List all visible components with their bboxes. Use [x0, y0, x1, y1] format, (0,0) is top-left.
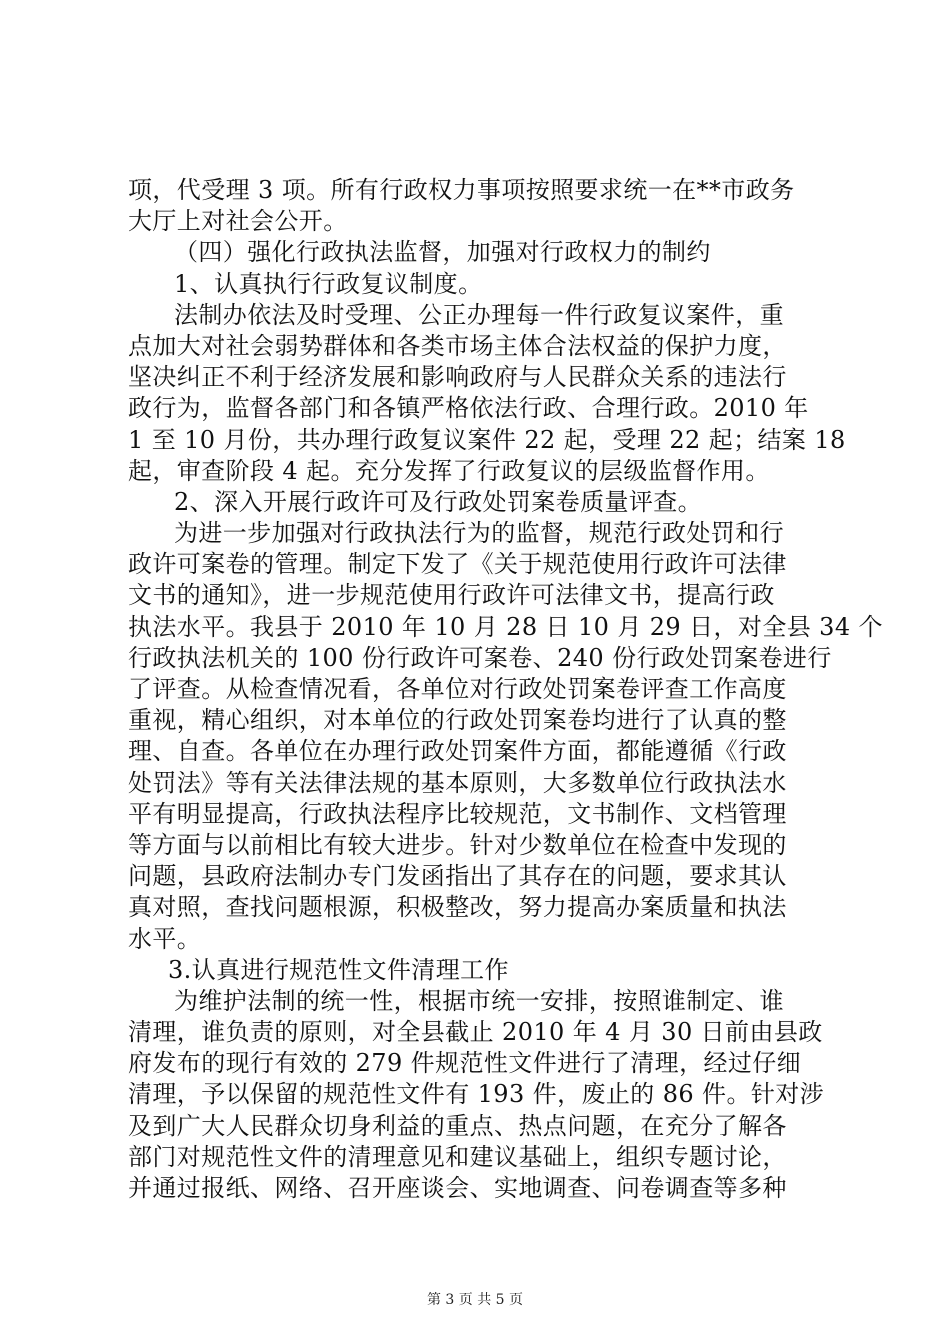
text-line: 部门对规范性文件的清理意见和建议基础上，组织专题讨论， — [128, 1142, 787, 1171]
text-line: 重视，精心组织，对本单位的行政处罚案卷均进行了认真的整 — [128, 706, 787, 735]
text-line: 政行为，监督各部门和各镇严格依法行政、合理行政。2010 年 — [128, 394, 809, 423]
text-line: 理、自查。各单位在办理行政处罚案件方面，都能遵循《行政 — [128, 737, 787, 766]
text-line: 并通过报纸、网络、召开座谈会、实地调查、问卷调查等多种 — [128, 1174, 787, 1202]
text-line: 等方面与以前相比有较大进步。针对少数单位在检查中发现的 — [128, 830, 787, 859]
page-number-footer: 第 3 页 共 5 页 — [426, 1292, 524, 1308]
text-line: 1 至 10 月份，共办理行政复议案件 22 起，受理 22 起；结案 18 — [128, 425, 846, 454]
subsection-heading: 3.认真进行规范性文件清理工作 — [168, 955, 509, 984]
text-line: 府发布的现行有效的 279 件规范性文件进行了清理，经过仔细 — [128, 1049, 802, 1078]
text-line: 点加大对社会弱势群体和各类市场主体合法权益的保护力度， — [128, 331, 787, 360]
text-line: 文书的通知》，进一步规范使用行政许可法律文书，提高行政 — [128, 581, 775, 610]
section-heading: （四）强化行政执法监督，加强对行政权力的制约 — [174, 238, 711, 267]
text-line: 坚决纠正不利于经济发展和影响政府与人民群众关系的违法行 — [128, 363, 787, 392]
document-body — [128, 175, 883, 1204]
text-line: 问题，县政府法制办专门发函指出了其存在的问题，要求其认 — [128, 862, 787, 891]
text-line: 水平。 — [128, 924, 202, 953]
text-line: 为进一步加强对行政执法行为的监督，规范行政处罚和行 — [174, 519, 784, 548]
text-line: 执法水平。我县于 2010 年 10 月 28 日 10 月 29 日，对全县 34 个 — [128, 612, 883, 641]
subsection-heading: 2、深入开展行政许可及行政处罚案卷质量评查。 — [174, 487, 703, 516]
text-line: 起，审查阶段 4 起。充分发挥了行政复议的层级监督作用。 — [128, 456, 770, 485]
text-line: 为维护法制的统一性，根据市统一安排，按照谁制定、谁 — [174, 986, 784, 1015]
text-line: 清理，予以保留的规范性文件有 193 件，废止的 86 件。针对涉 — [128, 1080, 825, 1109]
text-line: 真对照，查找问题根源，积极整改，努力提高办案质量和执法 — [128, 893, 787, 922]
text-line: 法制办依法及时受理、公正办理每一件行政复议案件，重 — [174, 300, 784, 329]
text-line: 及到广大人民群众切身利益的重点、热点问题，在充分了解各 — [128, 1111, 787, 1140]
text-line: 行政执法机关的 100 份行政许可案卷、240 份行政处罚案卷进行 — [128, 643, 832, 672]
text-line: 项，代受理 3 项。所有行政权力事项按照要求统一在**市政务 — [128, 176, 795, 204]
text-line: 处罚法》等有关法律法规的基本原则，大多数单位行政执法水 — [128, 768, 787, 797]
text-line: 大厅上对社会公开。 — [128, 207, 348, 236]
text-line: 平有明显提高，行政执法程序比较规范，文书制作、文档管理 — [128, 799, 787, 828]
text-line: 清理，谁负责的原则，对全县截止 2010 年 4 月 30 日前由县政 — [128, 1018, 823, 1047]
text-line: 政许可案卷的管理。制定下发了《关于规范使用行政许可法律 — [128, 550, 787, 579]
subsection-heading: 1、认真执行行政复议制度。 — [174, 269, 483, 298]
text-line: 了评查。从检查情况看，各单位对行政处罚案卷评查工作高度 — [128, 675, 787, 703]
